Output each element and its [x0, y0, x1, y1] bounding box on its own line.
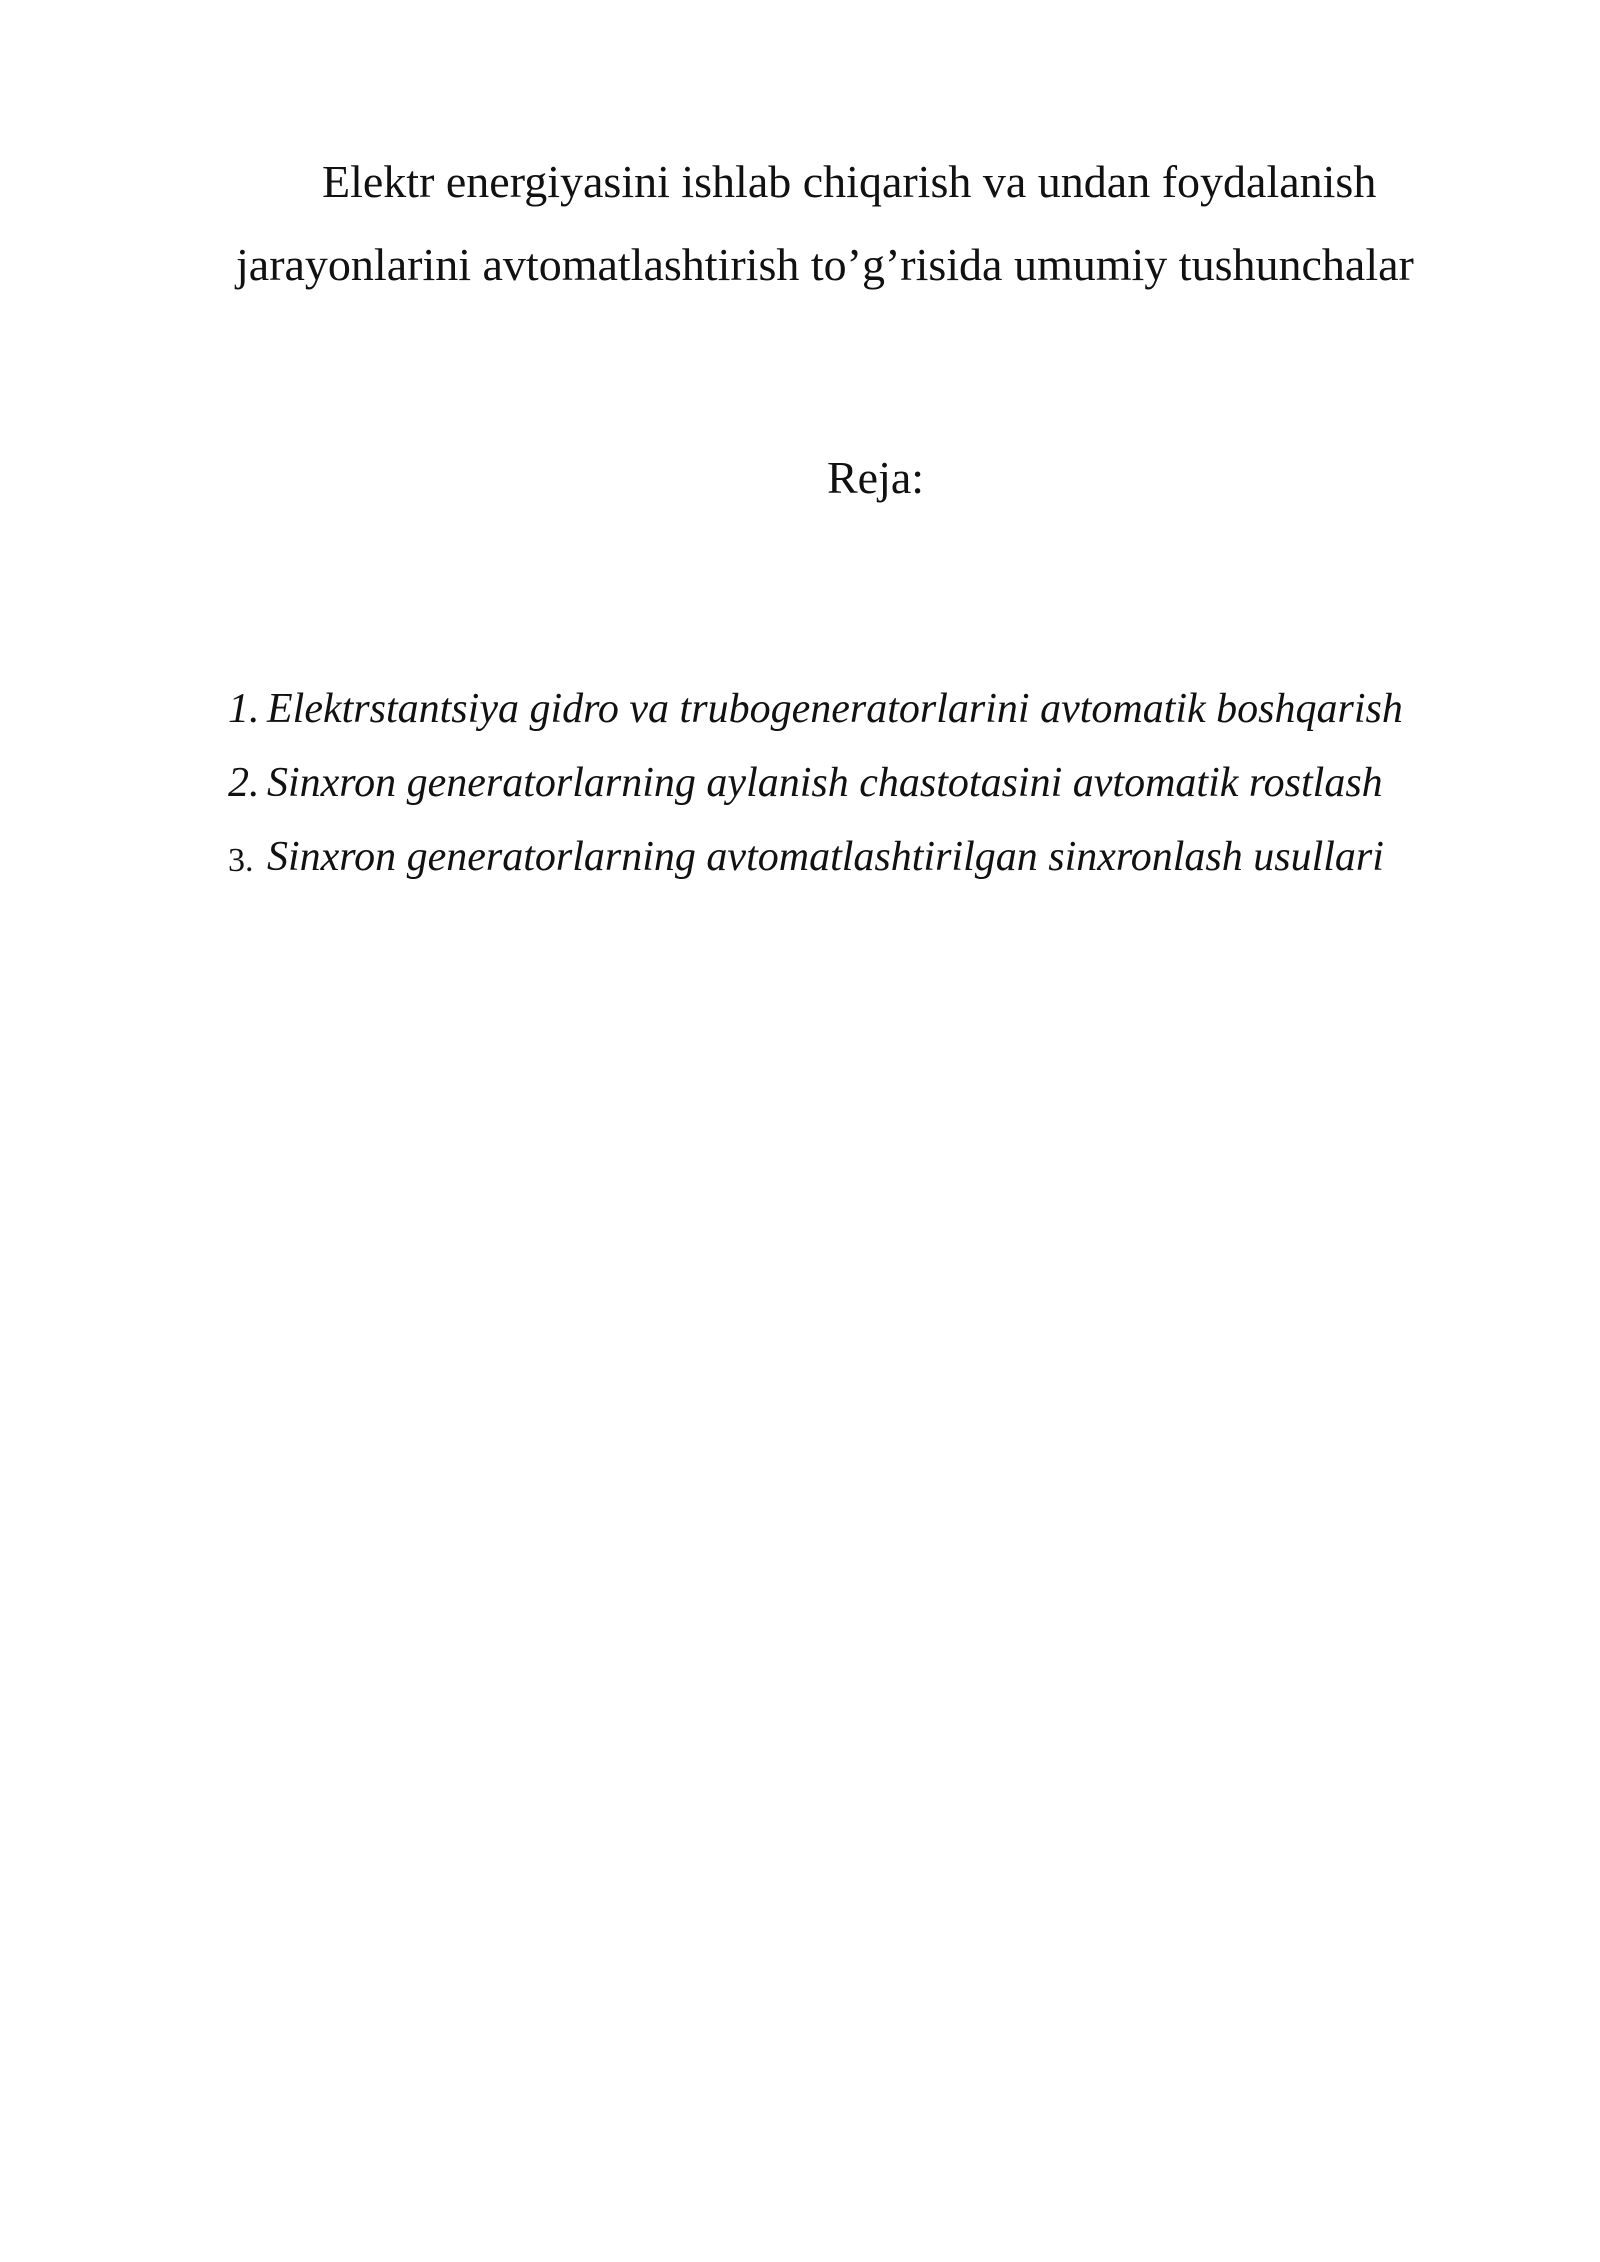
plan-item-text: Sinxron generatorlarning avtomatlashtirilgan sinxronlash usullari: [267, 834, 1384, 880]
plan-item-text: Elektrstantsiya gidro va trubogeneratorlarini avtomatik boshqarish: [267, 686, 1403, 732]
plan-item-text: Sinxron generatorlarning aylanish chastotasini avtomatik rostlash: [267, 760, 1383, 806]
plan-item-number: 1.: [228, 686, 260, 732]
document-title-line-2: jarayonlarini avtomatlashtirish to’g’risida umumiy tushunchalar: [236, 239, 1414, 290]
plan-item-number: 2.: [228, 760, 260, 806]
plan-item-number: 3.: [228, 842, 254, 879]
plan-heading: Reja:: [827, 452, 925, 503]
document-title-line-1: Elektr energiyasini ishlab chiqarish va undan foydalanish: [322, 156, 1377, 207]
